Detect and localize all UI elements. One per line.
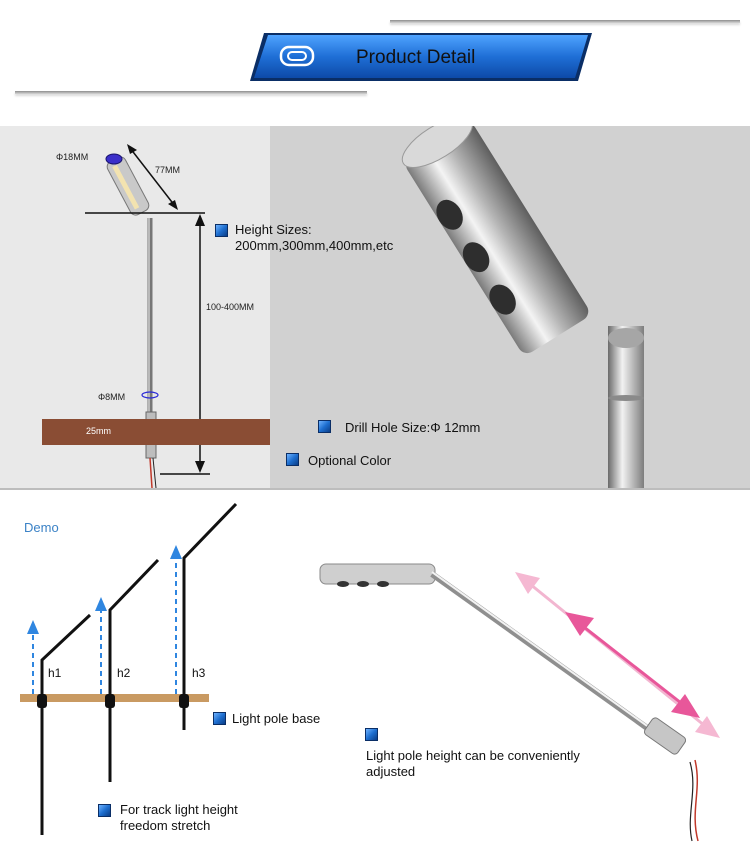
height-sizes-values: 200mm,300mm,400mm,etc bbox=[235, 238, 394, 253]
height-range-label: 100-400MM bbox=[206, 302, 255, 312]
adjustable-pole-photo bbox=[270, 490, 750, 851]
light-pole-base-label: Light pole base bbox=[232, 711, 321, 726]
head-diameter-label: Φ18MM bbox=[56, 152, 89, 162]
board-thickness-label: 25mm bbox=[86, 426, 112, 436]
bullet-icon bbox=[365, 728, 378, 741]
pole-diameter-label: Φ8MM bbox=[98, 392, 126, 402]
bullet-icon bbox=[98, 804, 111, 817]
header-rule-bottom-left bbox=[15, 91, 367, 94]
demo-diagram bbox=[0, 490, 270, 851]
height-label-h3: h3 bbox=[192, 666, 206, 680]
product-photo bbox=[270, 126, 750, 488]
track-height-line2: freedom stretch bbox=[120, 818, 211, 833]
demo-title: Demo bbox=[24, 520, 59, 535]
bullet-icon bbox=[213, 712, 226, 725]
adjust-caption-line2: adjusted bbox=[366, 764, 416, 779]
bullet-icon bbox=[286, 453, 299, 466]
head-length-label: 77MM bbox=[155, 165, 181, 175]
header-rule-top-right bbox=[390, 20, 740, 23]
adjust-caption-line1: Light pole height can be conveniently bbox=[366, 748, 580, 763]
height-sizes-title: Height Sizes: bbox=[235, 222, 312, 237]
bullet-icon bbox=[215, 224, 228, 237]
drill-hole-size: Drill Hole Size:Φ 12mm bbox=[345, 420, 481, 435]
bullet-icon bbox=[318, 420, 331, 433]
height-label-h2: h2 bbox=[117, 666, 131, 680]
height-label-h1: h1 bbox=[48, 666, 62, 680]
page-title: Product Detail bbox=[356, 47, 476, 68]
mounting-board bbox=[42, 419, 271, 445]
track-height-line1: For track light height bbox=[120, 802, 238, 817]
optional-color: Optional Color bbox=[308, 453, 392, 468]
